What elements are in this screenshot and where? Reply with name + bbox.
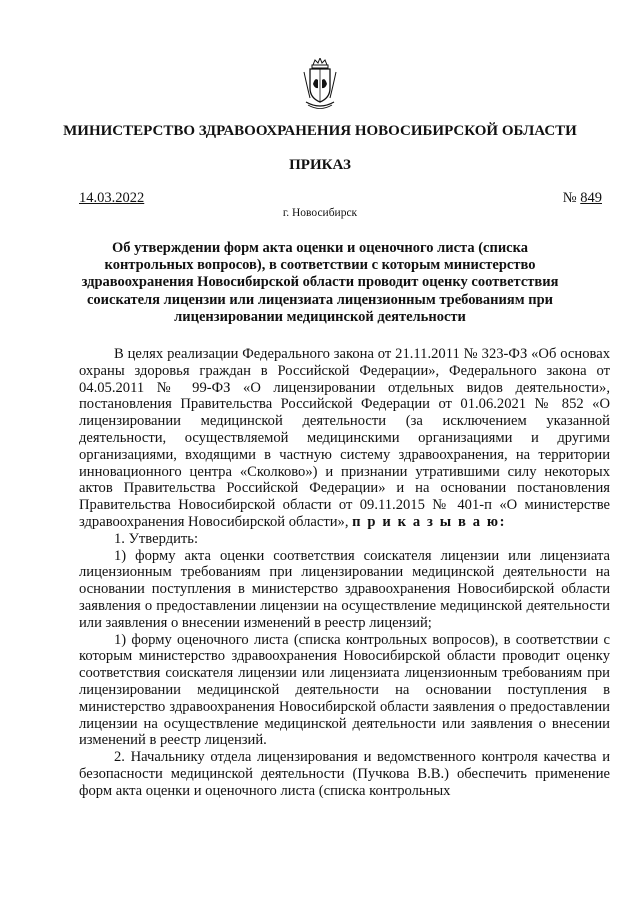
- preamble-text: В целях реализации Федерального закона от 21.11.2011 № 323-ФЗ «Об основах охраны здоровья граждан в Российской Федерации», Федерального закона от 04.05.2011 № 99-ФЗ «О лицензировании отдельных видов деятельности», постановления Правительства Российской Федерации от 01.06.2021 № 852 «О лицензировании медицинской деятельности (за исключением указанной деятельности, осуществляемой медицинскими организациями и другими организациями, входящими в частную систему здравоохранения, на территории инновационного центра «Сколково») и признании утратившими силу некоторых актов Правительства Российской Федерации» и на основании постановления Правительства Новосибирской области от 09.11.2015 № 401-п «О министерстве здравоохранения Новосибирской области»,: [79, 346, 610, 530]
- order-number: [563, 190, 602, 207]
- ministry-name: МИНИСТЕРСТВО ЗДРАВООХРАНЕНИЯ НОВОСИБИРСКОЙ ОБЛАСТИ: [63, 123, 577, 139]
- number-value: 849: [580, 190, 602, 206]
- item-1-2: 1) форму оценочного листа (списка контрольных вопросов), в соответствии с которым министерство здравоохранения Новосибирской области проводит оценку соответствия соискателя лицензии или лицензиата лицензионным требованиям при лицензировании медицинской деятельности на основании поступления в министерство здравоохранения Новосибирской области заявления о предоставлении лицензии на осуществление медицинской деятельности или заявления о внесении изменений в реестр лицензий.: [79, 631, 610, 749]
- city-name: г. Новосибирск: [282, 207, 358, 219]
- order-label: ПРИКАЗ: [289, 157, 351, 173]
- command-word: п р и к а з ы в а ю:: [352, 513, 507, 530]
- item-1-1: 1) форму акта оценки соответствия соискателя лицензии или лицензиата лицензионным требованиям при лицензировании медицинской деятельности на основании поступления в министерство здравоохранения Новосибирской области заявления о предоставлении лицензии на осуществление медицинской деятельности или заявления о внесении изменений в реестр лицензий;: [79, 547, 610, 631]
- document-title: Об утверждении форм акта оценки и оценочного листа (списка контрольных вопросов), в соответствии с которым министерство здравоохранения Новосибирской области проводит оценку соответствия соискателя лицензии или лицензиата лицензионным требованиям при лицензировании медицинской деятельности: [81, 240, 559, 325]
- order-body: [79, 346, 610, 800]
- item-2: 2. Начальнику отдела лицензирования и ведомственного контроля качества и безопасности медицинской деятельности (Пучкова В.В.) обеспечить применение форм акта оценки и оценочного листа (списка контрольных: [79, 749, 610, 799]
- item-1: 1. Утвердить:: [114, 530, 199, 547]
- preamble-paragraph: [79, 346, 610, 531]
- number-prefix: №: [562, 190, 581, 206]
- novosibirsk-coat-of-arms-icon: [302, 58, 338, 110]
- order-date: 14.03.2022: [79, 190, 145, 206]
